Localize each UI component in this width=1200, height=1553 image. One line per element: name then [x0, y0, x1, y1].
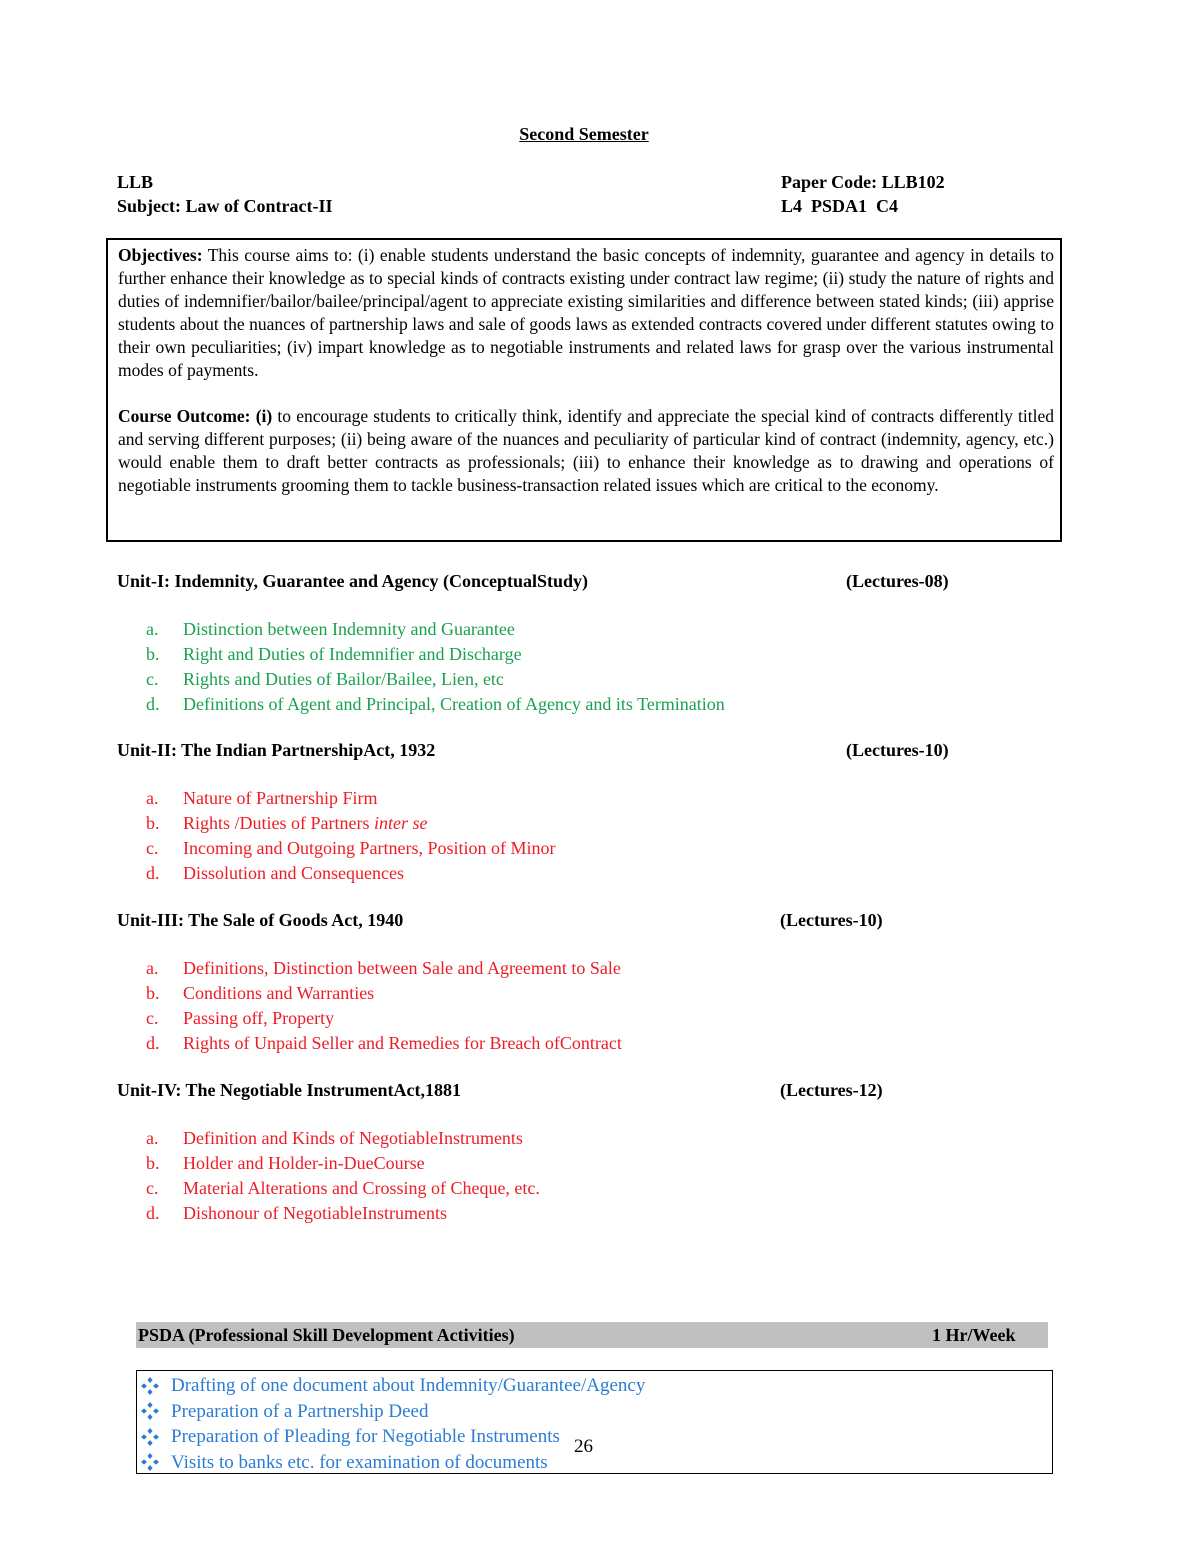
topic-marker: d.: [146, 694, 160, 714]
topic-marker: d.: [146, 1033, 160, 1053]
list-item: [146, 667, 725, 692]
list-item: [146, 1201, 540, 1226]
unit-2-title: Unit-II: The Indian PartnershipAct, 1932: [117, 740, 436, 760]
topic-marker: b.: [146, 813, 160, 833]
topic-text: Holder and Holder-in-DueCourse: [183, 1153, 425, 1173]
list-item: [140, 1373, 1052, 1399]
list-item: [146, 1006, 622, 1031]
topic-text: Rights /Duties of Partners: [183, 813, 374, 833]
topic-marker: c.: [146, 1008, 159, 1028]
topic-marker: a.: [146, 1128, 159, 1148]
list-item: [146, 642, 725, 667]
unit-3-lectures: (Lectures-10): [780, 910, 883, 930]
unit-4-lectures: (Lectures-12): [780, 1080, 883, 1100]
topic-text: Dishonour of NegotiableInstruments: [183, 1203, 447, 1223]
list-item: [146, 811, 555, 836]
unit-2-lectures: (Lectures-10): [846, 740, 949, 760]
list-item: [146, 692, 725, 717]
list-item: [146, 1151, 540, 1176]
program-label: LLB: [117, 172, 154, 192]
unit-4-topic-list: [146, 1126, 540, 1226]
objectives-label: Objectives:: [118, 245, 203, 265]
topic-text: Definition and Kinds of NegotiableInstruments: [183, 1128, 523, 1148]
list-item: [146, 1176, 540, 1201]
objectives-box: [106, 238, 1062, 542]
psda-activity-list: [137, 1371, 1052, 1475]
objectives-paragraph: [118, 244, 1054, 382]
psda-item-text: Preparation of Pleading for Negotiable Instruments: [171, 1426, 560, 1447]
psda-title: PSDA (Professional Skill Development Activities): [138, 1325, 515, 1345]
page-number: 26: [574, 1436, 593, 1457]
topic-marker: c.: [146, 669, 159, 689]
four-diamond-bullet-icon: [140, 1401, 160, 1421]
topic-text: Distinction between Indemnity and Guarantee: [183, 619, 515, 639]
credits-label: L4 PSDA1 C4: [781, 196, 899, 216]
unit-3-title: Unit-III: The Sale of Goods Act, 1940: [117, 910, 404, 930]
topic-text: Incoming and Outgoing Partners, Position of Minor: [183, 838, 556, 858]
list-item: [146, 617, 725, 642]
topic-marker: d.: [146, 863, 160, 883]
psda-header-bar: [136, 1322, 1048, 1348]
subject-label: Subject: Law of Contract-II: [117, 196, 333, 216]
psda-item-text: Visits to banks etc. for examination of documents: [171, 1451, 548, 1473]
four-diamond-bullet-icon: [140, 1427, 160, 1447]
topic-text: Dissolution and Consequences: [183, 863, 404, 883]
unit-4-title: Unit-IV: The Negotiable InstrumentAct,1881: [117, 1080, 461, 1100]
paper-code: Paper Code: LLB102: [781, 172, 945, 192]
unit-1-topic-list: [146, 617, 725, 717]
list-item: [140, 1424, 1052, 1450]
four-diamond-bullet-icon: [140, 1452, 160, 1472]
psda-item-text: Drafting of one document about Indemnity/Guarantee/Agency: [171, 1375, 646, 1396]
psda-activities-box: [136, 1370, 1053, 1474]
topic-marker: b.: [146, 644, 160, 664]
topic-marker: a.: [146, 788, 159, 808]
topic-text: Passing off, Property: [183, 1008, 335, 1028]
outcome-text: to encourage students to critically think, identify and appreciate the special kind of contracts differently titled and serving different purposes; (ii) being aware of the nuances and peculiarity of particular kind of contract (indemnity, agency, etc.) would enable them to draft better contracts as professionals; (iii) to enhance their knowledge as to drawing and operations of negotiable instruments grooming them to tackle business-transaction related issues which are critical to the economy.: [118, 406, 1055, 495]
outcome-paragraph: [118, 405, 1054, 497]
list-item: [146, 836, 555, 861]
topic-marker: c.: [146, 838, 159, 858]
topic-marker: a.: [146, 619, 159, 639]
outcome-first-marker: (i): [255, 406, 273, 426]
four-diamond-bullet-icon: [140, 1376, 160, 1396]
list-item: [146, 981, 622, 1006]
topic-text: Definitions of Agent and Principal, Creation of Agency and its Termination: [183, 694, 725, 714]
topic-text: Nature of Partnership Firm: [183, 788, 378, 808]
list-item: [146, 956, 622, 981]
topic-marker: b.: [146, 1153, 160, 1173]
topic-text: Rights of Unpaid Seller and Remedies for Breach ofContract: [183, 1033, 622, 1053]
topic-marker: d.: [146, 1203, 160, 1223]
topic-text: Right and Duties of Indemnifier and Discharge: [183, 644, 522, 664]
psda-item-text: Preparation of a Partnership Deed: [171, 1400, 429, 1422]
objectives-text: This course aims to: (i) enable students understand the basic concepts of indemnity, guarantee and agency in details to further enhance their knowledge as to special kinds of contracts existing under contract law regime; (ii) study the nature of rights and duties of indemnifier/bailor/bailee/principal/agent to appreciate existing similarities and difference between stated kinds; (iii) apprise students about the nuances of partnership laws and sale of goods laws as extended contracts covered under different statutes owing to their own peculiarities; (iv) impart knowledge as to negotiable instruments and related laws for grasp over the various instrumental modes of payments.: [118, 245, 1054, 380]
topic-text: Material Alterations and Crossing of Cheque, etc.: [183, 1178, 540, 1198]
list-item: [140, 1450, 1052, 1476]
topic-text: Definitions, Distinction between Sale and Agreement to Sale: [183, 958, 621, 978]
topic-italic: inter se: [374, 813, 428, 833]
list-item: [146, 1126, 540, 1151]
topic-text: Rights and Duties of Bailor/Bailee, Lien, etc: [183, 669, 504, 689]
unit-3-topic-list: [146, 956, 622, 1056]
topic-marker: c.: [146, 1178, 159, 1198]
list-item: [146, 1031, 622, 1056]
unit-1-title: Unit-I: Indemnity, Guarantee and Agency (ConceptualStudy): [117, 571, 589, 591]
topic-marker: b.: [146, 983, 160, 1003]
topic-marker: a.: [146, 958, 159, 978]
topic-text: Conditions and Warranties: [183, 983, 375, 1003]
list-item: [146, 861, 555, 886]
page-title: Second Semester: [519, 124, 649, 144]
unit-2-topic-list: [146, 786, 555, 886]
outcome-label: Course Outcome:: [118, 406, 251, 426]
list-item: [140, 1399, 1052, 1425]
unit-1-lectures: (Lectures-08): [846, 571, 949, 591]
psda-hours: 1 Hr/Week: [932, 1325, 1016, 1345]
list-item: [146, 786, 555, 811]
